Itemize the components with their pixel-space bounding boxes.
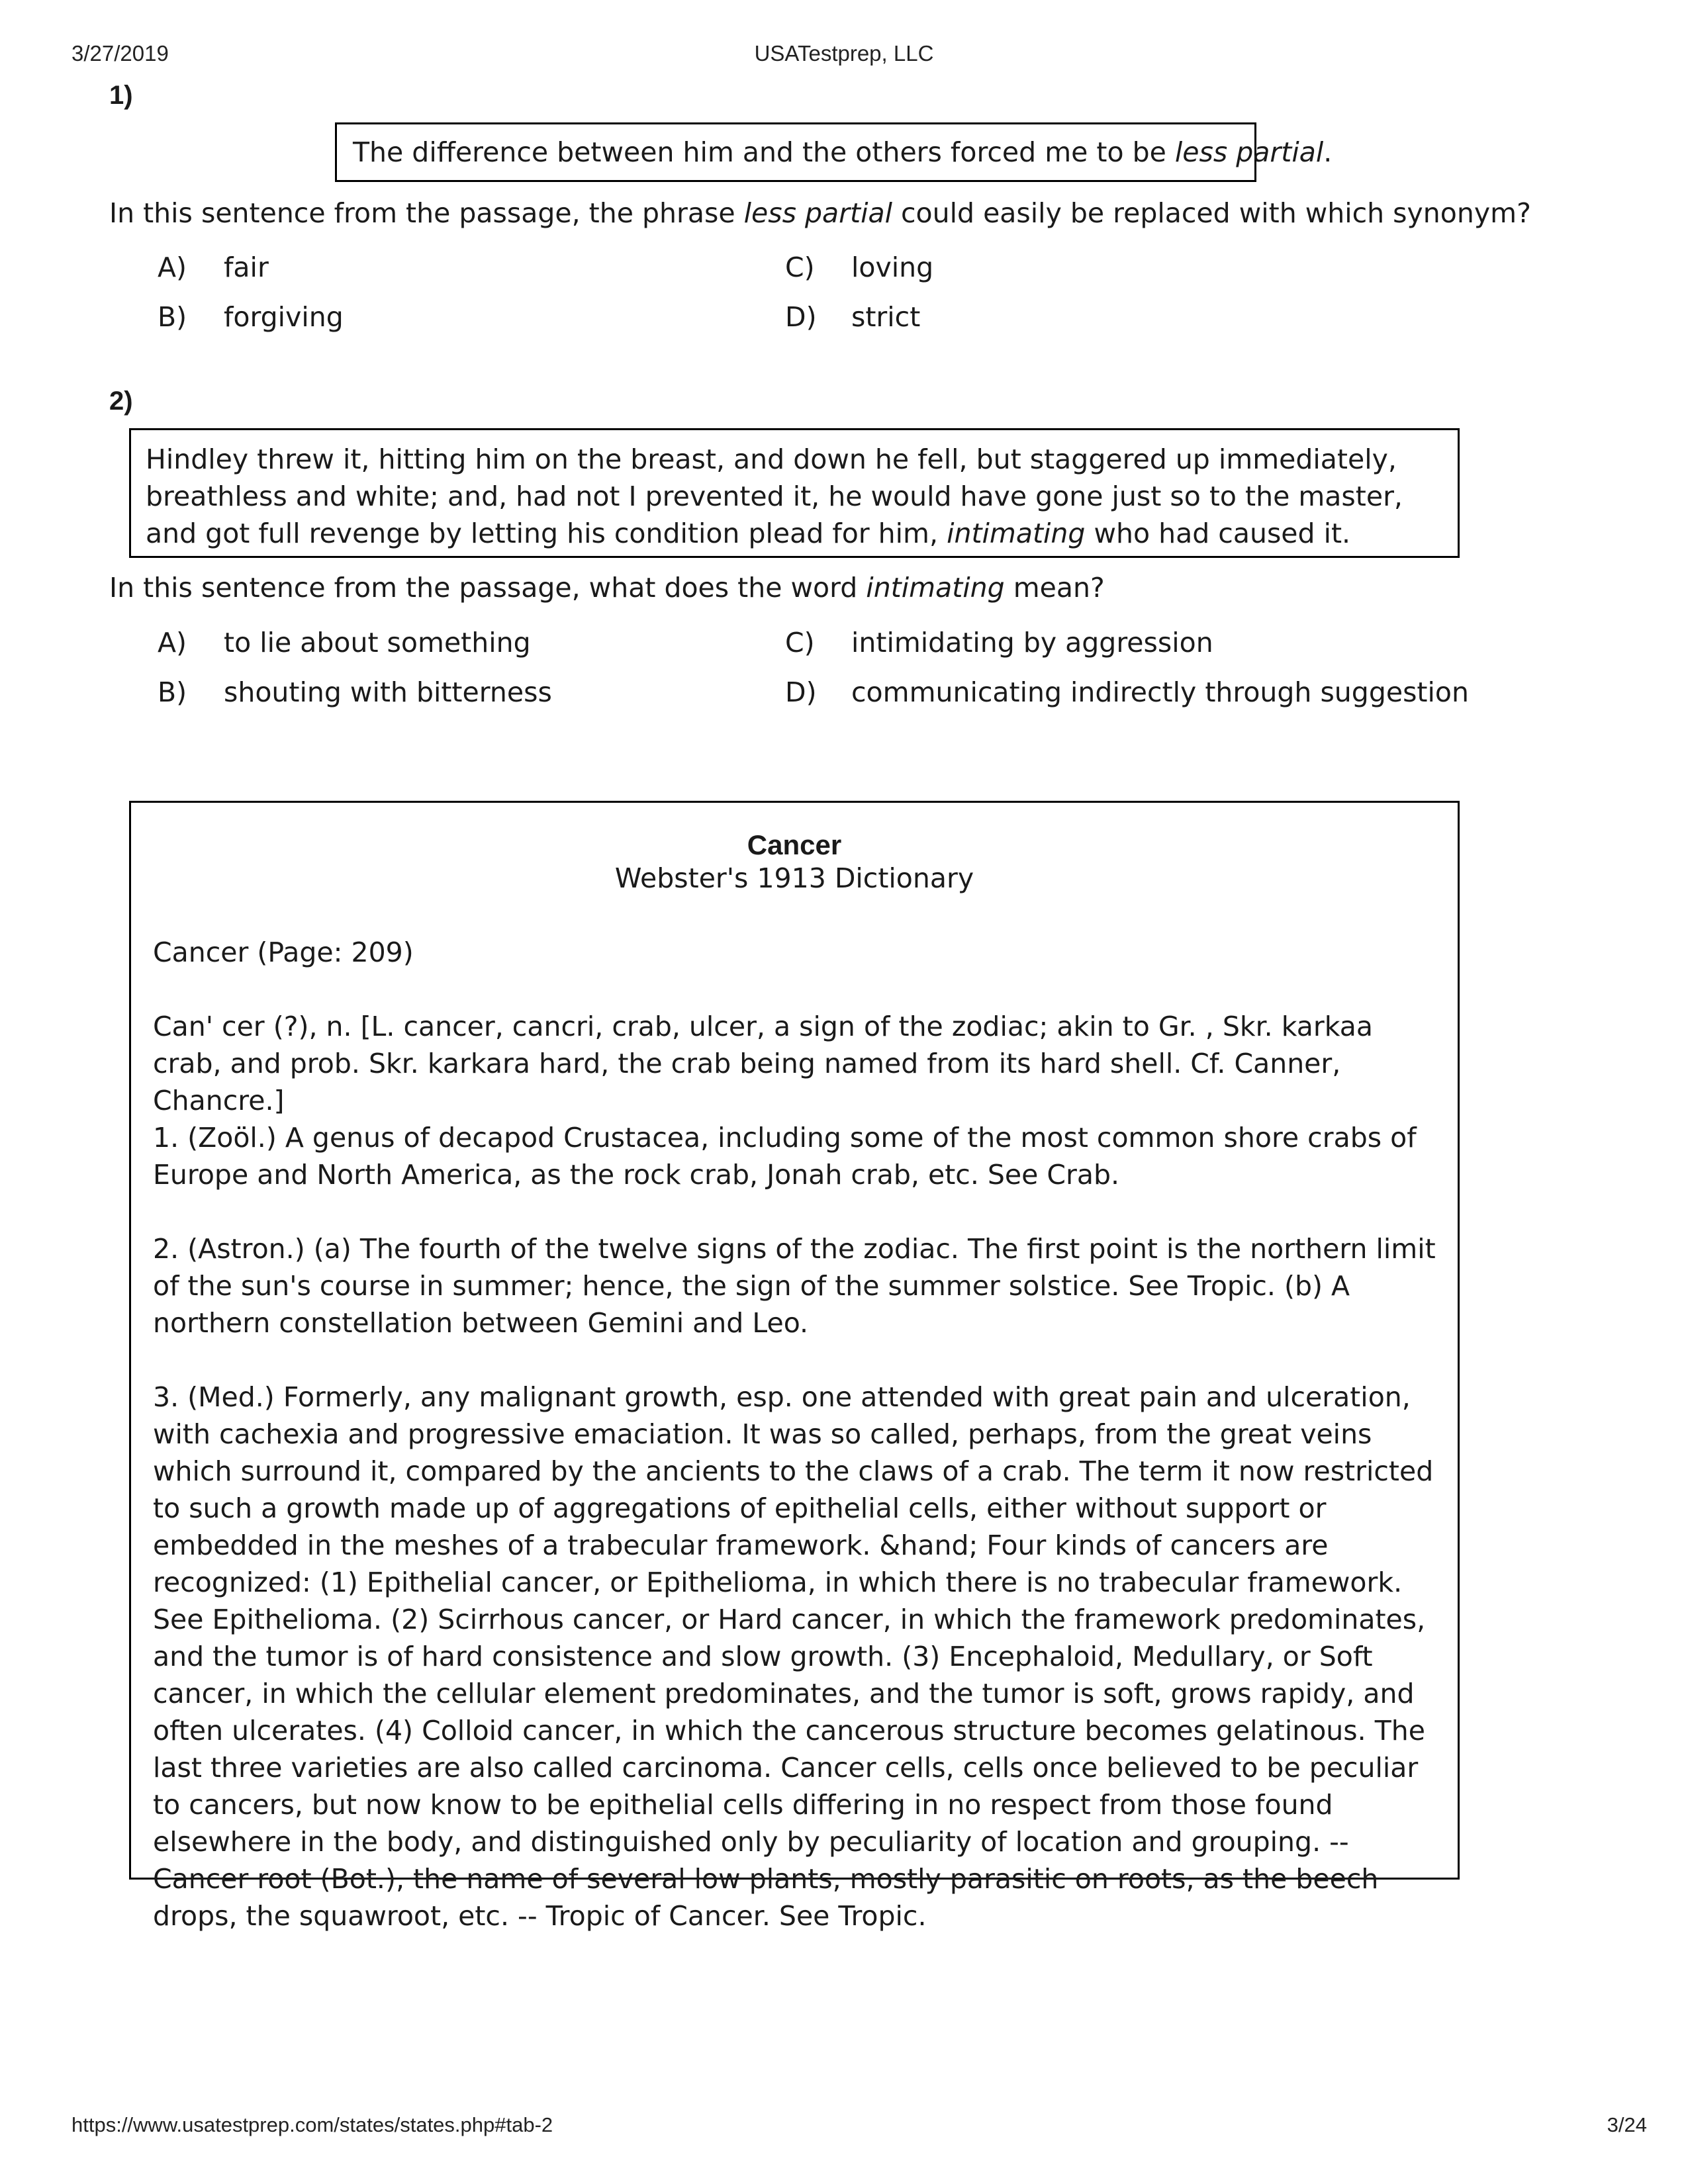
option-letter: D) bbox=[785, 676, 817, 708]
answer-option-d[interactable] bbox=[785, 298, 920, 336]
question-passage bbox=[335, 122, 1333, 182]
passage-emphasis: intimating bbox=[947, 518, 1086, 549]
question-number: 1) bbox=[109, 81, 133, 110]
passage-text: . bbox=[1323, 136, 1333, 168]
entry-paragraph: 3. (Med.) Formerly, any malignant growth, esp. one attended with great pain and ulceration, with cachexia and progressive emaciation. It was so called, perhaps, from the great veins which surround it, compared by the ancients to the claws of a crab. The term it now restricted to such a growth made up of aggregations of epithelial cells, either without support or embedded in the meshes of a trabecular framework. &hand; Four kinds of cancers are recognized: (1) Epithelial cancer, or Epithelioma, in which there is no trabecular framework. See Epithelioma. (2) Scirrhous cancer, or Hard cancer, in which the framework predominates, and the tumor is of hard consistence and slow growth. (3) Encephaloid, Medullary, or Soft cancer, in which the cellular element predominates, and the tumor is soft, grows rapidy, and often ulcerates. (4) Colloid cancer, in which the cancerous structure becomes gelatinous. The last three varieties are also called carcinoma. Cancer cells, cells once believed to be peculiar to cancers, but now know to be epithelial cells differing in no respect from those found elsewhere in the body, and distinguished only by peculiarity of location and grouping. -- Cancer root (Bot.), the name of several low plants, mostly parasitic on roots, as the beech drops, the squawroot, etc. -- Tropic of Cancer. See Tropic. bbox=[153, 1381, 1434, 1932]
option-text: forgiving bbox=[224, 301, 344, 333]
print-date: 3/27/2019 bbox=[71, 41, 169, 66]
option-letter: C) bbox=[785, 627, 815, 659]
option-text: shouting with bitterness bbox=[224, 676, 552, 708]
option-text: intimidating by aggression bbox=[851, 627, 1213, 659]
entry-source: Webster's 1913 Dictionary bbox=[614, 862, 974, 894]
entry-paragraph: 2. (Astron.) (a) The fourth of the twelve signs of the zodiac. The first point is the northern limit of the sun's course in summer; hence, the sign of the summer solstice. See Tropic. (b) A northern constellation between Gemini and Leo. bbox=[153, 1233, 1436, 1339]
option-text: communicating indirectly through suggestion bbox=[851, 676, 1469, 708]
answer-option-d[interactable] bbox=[785, 674, 1469, 711]
passage-text: The difference between him and the others forced me to be bbox=[353, 136, 1175, 168]
entry-paragraph: Can' cer (?), n. [L. cancer, cancri, crab, ulcer, a sign of the zodiac; akin to Gr. , Skr. karkaa crab, and prob. Skr. karkara hard, the crab being named from its hard shell. Cf. Canner, Chancre.] bbox=[153, 1011, 1374, 1116]
passage-emphasis: less partial bbox=[1174, 136, 1324, 168]
dictionary-entry bbox=[129, 801, 1460, 1932]
option-letter: A) bbox=[158, 251, 187, 283]
option-text: to lie about something bbox=[224, 627, 531, 659]
passage-text: who had caused it. bbox=[1085, 518, 1351, 549]
option-letter: A) bbox=[158, 627, 187, 659]
site-name: USATestprep, LLC bbox=[754, 41, 934, 66]
entry-paragraph: Cancer (Page: 209) bbox=[153, 936, 414, 968]
entry-title: Cancer bbox=[747, 829, 842, 860]
question-passage bbox=[129, 428, 1460, 558]
answer-option-c[interactable] bbox=[785, 249, 933, 286]
question-stem bbox=[109, 569, 1105, 606]
option-letter: B) bbox=[158, 676, 187, 708]
stem-text: could easily be replaced with which synonym? bbox=[892, 197, 1531, 229]
answer-option-c[interactable] bbox=[785, 624, 1213, 661]
stem-emphasis: intimating bbox=[866, 572, 1005, 604]
option-text: strict bbox=[851, 301, 921, 333]
option-letter: B) bbox=[158, 301, 187, 333]
option-text: fair bbox=[224, 251, 269, 283]
answer-option-a[interactable] bbox=[158, 624, 531, 661]
page-url[interactable]: https://www.usatestprep.com/states/states.php#tab-2 bbox=[71, 2113, 553, 2136]
stem-text: In this sentence from the passage, the phrase bbox=[109, 197, 744, 229]
page-number: 3/24 bbox=[1607, 2113, 1647, 2136]
answer-option-b[interactable] bbox=[158, 298, 344, 336]
entry-paragraph: 1. (Zoöl.) A genus of decapod Crustacea, including some of the most common shore crabs of Europe and North America, as the rock crab, Jonah crab, etc. See Crab. bbox=[153, 1122, 1417, 1191]
question-stem bbox=[109, 195, 1531, 232]
option-letter: C) bbox=[785, 251, 815, 283]
passage-text: Hindley threw it, hitting him on the breast, and down he fell, but staggered up immediately, breathless and white; and, had not I prevented it, he would have gone just so to the master, and got full revenge by letting his condition plead for him, bbox=[146, 443, 1403, 549]
option-text: loving bbox=[851, 251, 934, 283]
question-number: 2) bbox=[109, 387, 133, 416]
answer-option-a[interactable] bbox=[158, 249, 269, 286]
option-letter: D) bbox=[785, 301, 817, 333]
stem-text: mean? bbox=[1004, 572, 1105, 604]
answer-option-b[interactable] bbox=[158, 674, 552, 711]
stem-emphasis: less partial bbox=[743, 197, 892, 229]
stem-text: In this sentence from the passage, what does the word bbox=[109, 572, 867, 604]
